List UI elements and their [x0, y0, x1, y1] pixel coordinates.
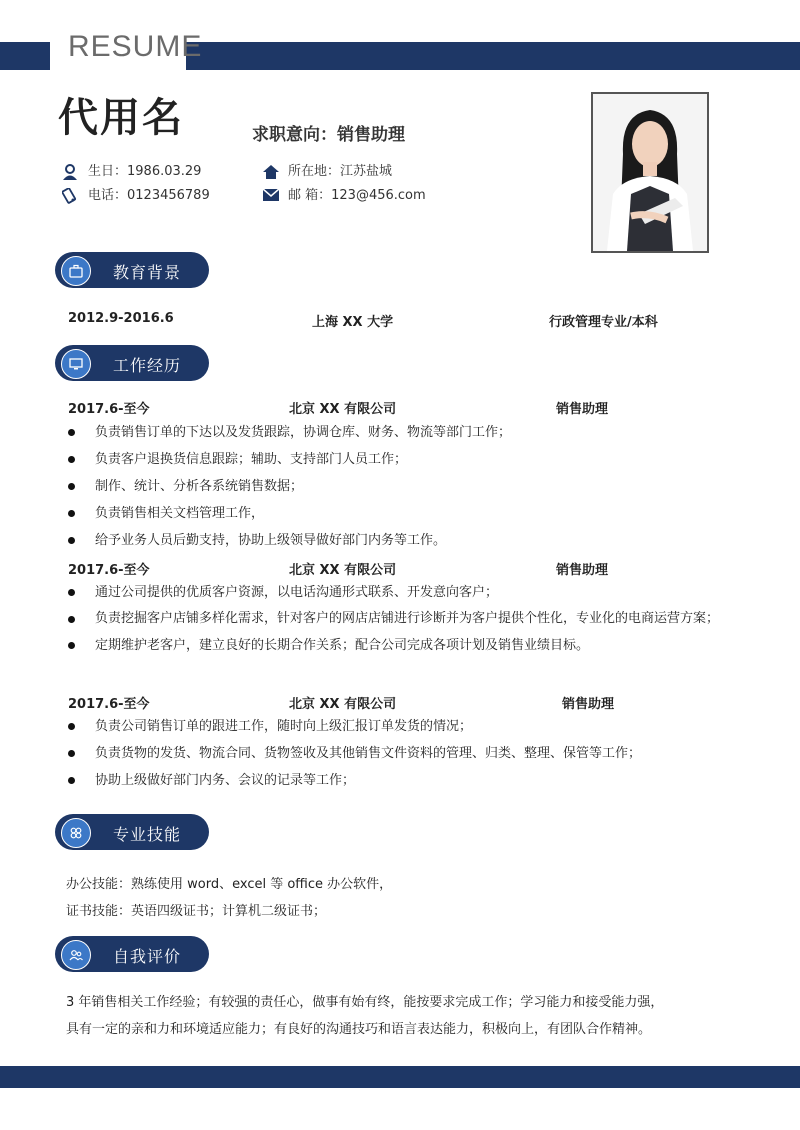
job-duties-list	[68, 713, 758, 794]
duty-item: 协助上级做好部门内务、会议的记录等工作；	[68, 767, 758, 794]
duty-item: 给予业务人员后勤支持，协助上级领导做好部门内务等工作。	[68, 527, 748, 554]
section-title-work: 工作经历	[113, 356, 182, 375]
evaluation-line-2: 具有一定的亲和力和环境适应能力；有良好的沟通技巧和语言表达能力，积极向上，有团队合作精神。	[66, 1022, 652, 1037]
duty-item: 负责客户退换货信息跟踪；辅助、支持部门人员工作；	[68, 446, 748, 473]
education-school: 上海 XX 大学	[312, 315, 394, 330]
job-company: 北京 XX 有限公司	[289, 402, 397, 417]
section-title-education: 教育背景	[113, 263, 182, 282]
job-role: 销售助理	[562, 697, 615, 712]
evaluation-line-1: 3 年销售相关工作经验；有较强的责任心，做事有始有终，能按要求完成工作；学习能力和接受能力强，	[66, 995, 664, 1010]
duty-item: 负责公司销售订单的跟进工作，随时向上级汇报订单发货的情况；	[68, 713, 758, 740]
flower-icon	[61, 818, 91, 848]
duty-item: 负责货物的发货、物流合同、货物签收及其他销售文件资料的管理、归类、整理、保管等工作；	[68, 740, 758, 767]
education-period: 2012.9-2016.6	[68, 311, 174, 326]
duty-item: 负责挖掘客户店铺多样化需求，针对客户的网店店铺进行诊断并为客户提供个性化，专业化的电商运营方案；	[68, 606, 748, 632]
phone-info	[62, 184, 210, 204]
birth-text: 生日：1986.03.29	[88, 164, 202, 179]
person-icon	[62, 164, 80, 180]
location-text: 所在地：江苏盐城	[288, 164, 393, 179]
job-duties-list	[68, 579, 748, 659]
birth-info	[62, 160, 201, 180]
education-major: 行政管理专业/本科	[549, 315, 658, 330]
section-title-skills: 专业技能	[113, 825, 182, 844]
skill-cert: 证书技能：英语四级证书；计算机二级证书；	[66, 904, 327, 919]
section-title-evaluation: 自我评价	[113, 947, 182, 966]
duty-item: 定期维护老客户，建立良好的长期合作关系；配合公司完成各项计划及销售业绩目标。	[68, 632, 748, 659]
duty-item: 负责销售订单的下达以及发货跟踪，协调仓库、财务、物流等部门工作；	[68, 419, 748, 446]
email-text: 邮 箱：123@456.com	[288, 188, 426, 203]
header-bar-left	[0, 42, 50, 70]
footer-bar	[0, 1066, 800, 1088]
job-intent: 求职意向：销售助理	[252, 125, 405, 145]
people-icon	[61, 940, 91, 970]
phone-icon	[62, 188, 80, 204]
job-company: 北京 XX 有限公司	[289, 563, 397, 578]
duty-item: 通过公司提供的优质客户资源，以电话沟通形式联系、开发意向客户；	[68, 579, 748, 606]
duty-item: 负责销售相关文档管理工作，	[68, 500, 748, 527]
job-period: 2017.6-至今	[68, 563, 150, 578]
home-icon	[262, 164, 280, 180]
header-bar-right	[186, 42, 800, 70]
job-company: 北京 XX 有限公司	[289, 697, 397, 712]
job-role: 销售助理	[556, 563, 609, 578]
profile-photo	[591, 92, 709, 253]
candidate-name: 代用名	[58, 95, 184, 141]
job-period: 2017.6-至今	[68, 697, 150, 712]
job-duties-list	[68, 419, 748, 554]
phone-text: 电话：0123456789	[88, 188, 210, 203]
job-period: 2017.6-至今	[68, 402, 150, 417]
section-header-work	[55, 345, 209, 381]
section-header-skills	[55, 814, 209, 850]
skill-office: 办公技能：熟练使用 word、excel 等 office 办公软件，	[66, 877, 393, 892]
portrait-illustration	[593, 94, 707, 251]
mail-icon	[262, 188, 280, 204]
email-info	[262, 184, 426, 204]
resume-label: RESUME	[68, 30, 203, 63]
location-info	[262, 160, 392, 180]
section-header-evaluation	[55, 936, 209, 972]
job-role: 销售助理	[556, 402, 609, 417]
briefcase-icon	[61, 256, 91, 286]
duty-item: 制作、统计、分析各系统销售数据；	[68, 473, 748, 500]
section-header-education	[55, 252, 209, 288]
monitor-icon	[61, 349, 91, 379]
